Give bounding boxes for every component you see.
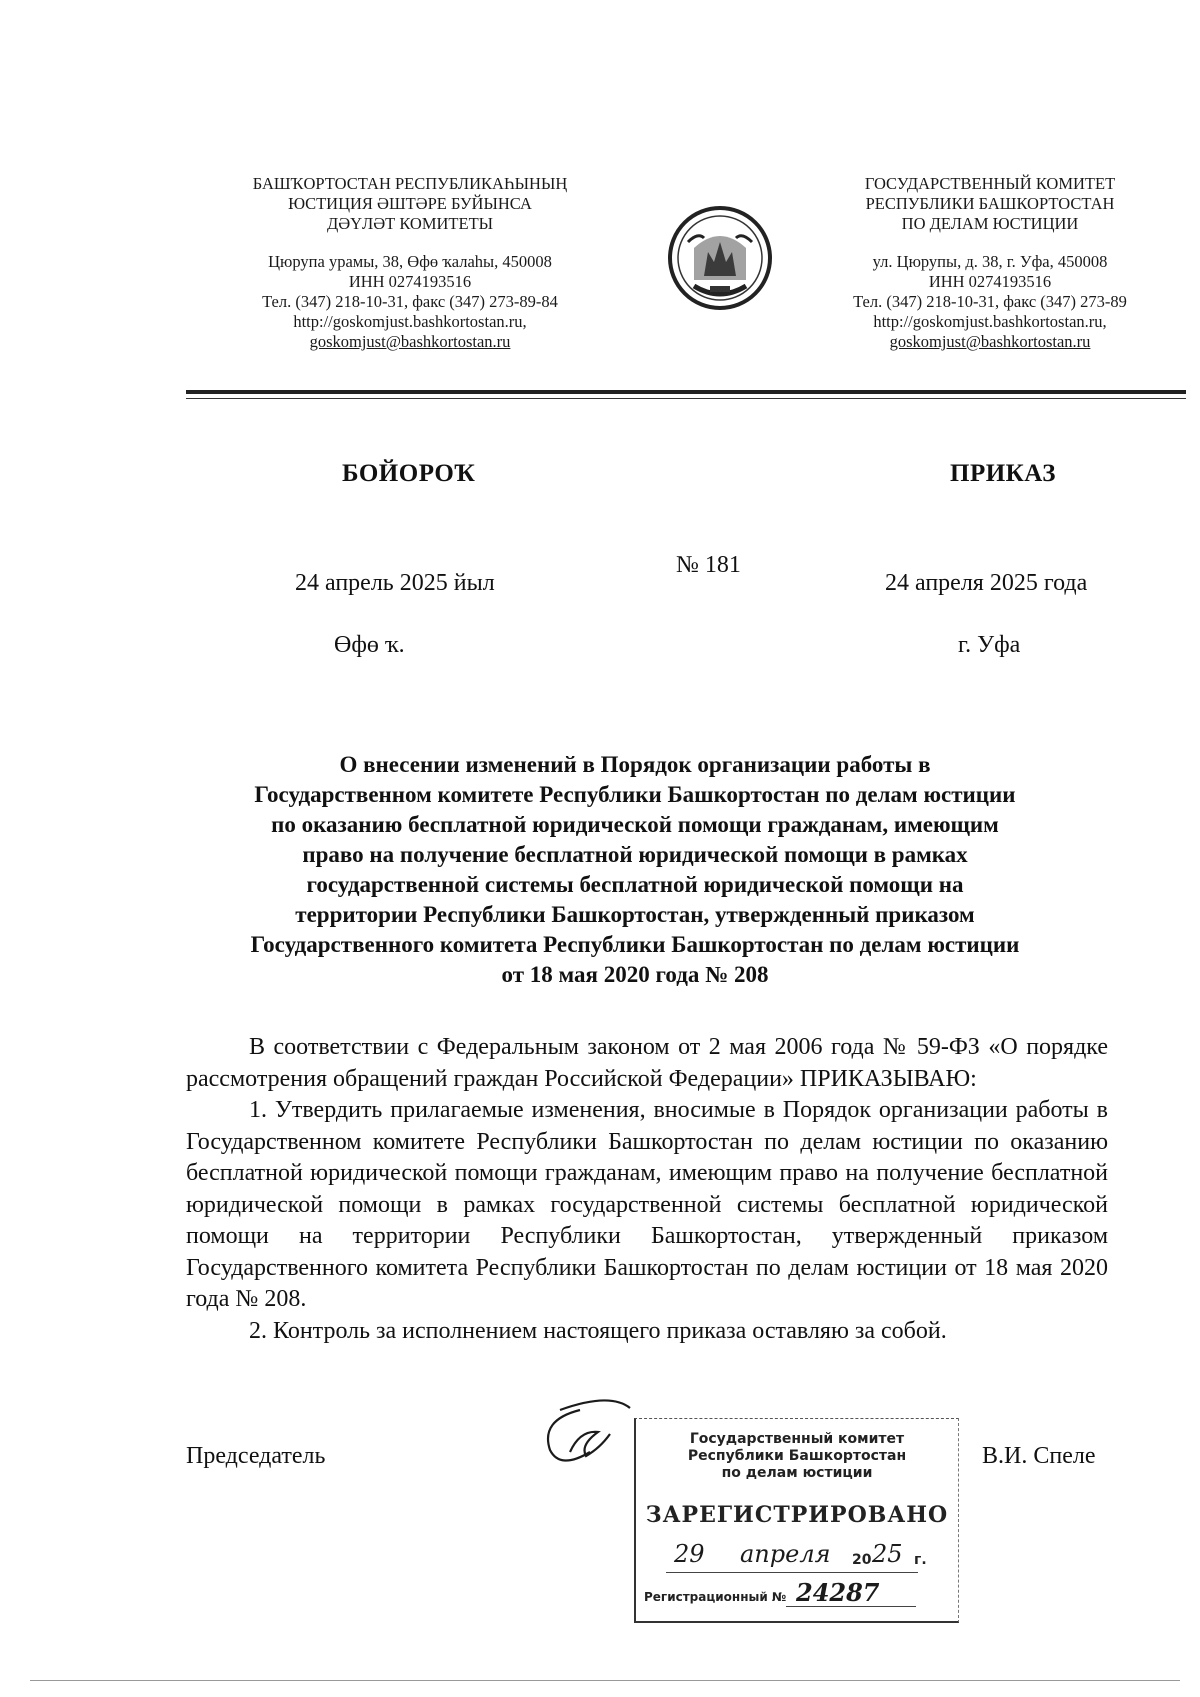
stamp-date-day: 29 <box>674 1540 705 1568</box>
title-line: от 18 мая 2020 года № 208 <box>501 962 769 987</box>
inn-right: ИНН 0274193516 <box>928 272 1052 291</box>
org-name-russian-line1: ГОСУДАРСТВЕННЫЙ КОМИТЕТ <box>864 174 1116 193</box>
site-left: http://goskomjust.bashkortostan.ru, <box>293 312 527 331</box>
page-bottom-edge <box>30 1680 1180 1681</box>
header-divider-thick <box>186 390 1186 394</box>
stamp-reg-number: 24287 <box>796 1578 880 1607</box>
org-name-bashkir-line1: БАШҠОРТОСТАН РЕСПУБЛИКАҺЫНЫҢ <box>252 174 568 193</box>
place-russian: г. Уфа <box>958 632 1021 658</box>
site-right: http://goskomjust.bashkortostan.ru, <box>873 312 1107 331</box>
phone-right: Тел. (347) 218-10-31, факс (347) 273-89 <box>853 292 1127 311</box>
header-right-block <box>800 174 1180 352</box>
stamp-reg-label: Регистрационный № <box>644 1590 787 1604</box>
signatory-position: Председатель <box>186 1443 326 1469</box>
order-body <box>186 1032 1108 1347</box>
inn-left: ИНН 0274193516 <box>348 272 472 291</box>
header-left-block <box>200 174 620 352</box>
title-line: территории Республики Башкортостан, утвержденный приказом <box>295 902 975 927</box>
item-1-paragraph: 1. Утвердить прилагаемые изменения, вносимые в Порядок организации работы в Государственном комитете Республики Башкортостан по делам юстиции по оказанию бесплатной юридической помощи гражданам, имеющим право на получение бесплатной юридической помощи в рамках государственной системы бесплатной юридической помощи на территории Республики Башкортостан, утвержденный приказом Государственного комитета Республики Башкортостан по делам юстиции от 18 мая 2020 года № 208. <box>186 1097 1108 1312</box>
place-bashkir: Өфө ҡ. <box>334 632 405 658</box>
header-divider-thin <box>186 398 1186 399</box>
stamp-date-row <box>636 1540 958 1574</box>
stamp-org-line: по делам юстиции <box>721 1465 873 1481</box>
preamble-paragraph: В соответствии с Федеральным законом от 2 мая 2006 года № 59-ФЗ «О порядке рассмотрения обращений граждан Российской Федерации» ПРИКАЗЫВАЮ: <box>186 1034 1108 1092</box>
doc-type-bashkir: БОЙОРОҠ <box>342 460 476 487</box>
title-line: О внесении изменений в Порядок организации работы в <box>339 752 931 777</box>
stamp-org-line: Республики Башкортостан <box>687 1448 907 1464</box>
title-line: по оказанию бесплатной юридической помощи гражданам, имеющим <box>271 812 999 837</box>
coat-of-arms-emblem <box>664 202 776 314</box>
date-russian: 24 апреля 2025 года <box>885 570 1088 596</box>
address-bashkir: Цюрупа урамы, 38, Өфө ҡалаһы, 450008 <box>268 252 552 271</box>
stamp-number-underline <box>786 1606 916 1607</box>
phone-left: Тел. (347) 218-10-31, факс (347) 273-89-84 <box>262 292 558 311</box>
address-russian: ул. Цюрупы, д. 38, г. Уфа, 450008 <box>872 252 1108 271</box>
org-name-bashkir-line3: ДӘҮЛӘТ КОМИТЕТЫ <box>326 214 494 233</box>
org-name-russian-line3: ПО ДЕЛАМ ЮСТИЦИИ <box>901 214 1079 233</box>
handwritten-signature <box>520 1390 640 1480</box>
title-line: государственной системы бесплатной юридической помощи на <box>306 872 964 897</box>
title-line: Государственного комитета Республики Башкортостан по делам юстиции <box>250 932 1020 957</box>
email-right: goskomjust@bashkortostan.ru <box>889 332 1091 351</box>
title-line: Государственном комитете Республики Башкортостан по делам юстиции <box>254 782 1016 807</box>
stamp-reg-number-row <box>636 1578 958 1608</box>
stamp-date-underline <box>666 1572 918 1573</box>
title-line: право на получение бесплатной юридической помощи в рамках <box>302 842 968 867</box>
stamp-registered-label: ЗАРЕГИСТРИРОВАНО <box>645 1502 949 1528</box>
stamp-date-month: апреля <box>740 1540 831 1568</box>
doc-type-russian: ПРИКАЗ <box>950 460 1056 487</box>
email-left: goskomjust@bashkortostan.ru <box>309 332 511 351</box>
order-number: № 181 <box>676 552 741 578</box>
date-bashkir: 24 апрель 2025 йыл <box>295 570 495 596</box>
stamp-date-g: г. <box>914 1552 927 1568</box>
stamp-org-name <box>636 1431 958 1482</box>
stamp-date-year-prefix: 20 <box>852 1552 872 1568</box>
item-2-paragraph: 2. Контроль за исполнением настоящего приказа оставляю за собой. <box>249 1317 947 1344</box>
order-title <box>175 750 1095 990</box>
org-name-bashkir-line2: ЮСТИЦИЯ ӘШТӘРЕ БУЙЫНСА <box>288 194 532 213</box>
org-name-russian-line2: РЕСПУБЛИКИ БАШКОРТОСТАН <box>865 194 1115 213</box>
registration-stamp <box>634 1418 959 1623</box>
stamp-date-year-suffix: 25 <box>872 1540 903 1568</box>
stamp-org-line: Государственный комитет <box>689 1431 905 1447</box>
signatory-name: В.И. Спеле <box>982 1443 1096 1469</box>
